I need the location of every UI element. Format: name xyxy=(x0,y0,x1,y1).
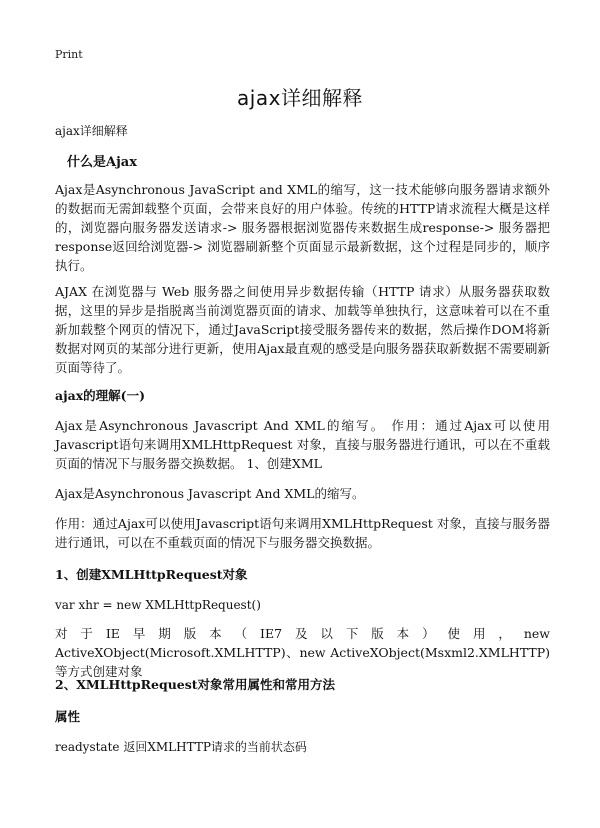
heading-what-is-ajax: 什么是Ajax xyxy=(67,155,137,170)
page-title: ajax详细解释 xyxy=(237,86,363,110)
heading-properties: 属性 xyxy=(55,709,81,724)
paragraph-ajax-summary: Ajax是Asynchronous Javascript And XML的缩写。 作用：通过Ajax可以使用Javascript语句来调用XMLHttpRequest 对象，直接与服务器进行通讯，可以在不重载页面的情况下与服务器交换数据。 1、创建XML xyxy=(55,418,550,471)
paragraph-intro: Ajax是Asynchronous JavaScript and XML的缩写，这一技术能够向服务器请求额外的数据而无需卸载整个页面，会带来良好的用户体验。传统的HTTP请求流程大概是这样的，浏览器向服务器发送请求-> 服务器根据浏览器传来数据生成response-> 服务器把response返回给浏览器-> 浏览器刷新整个页面显示最新数据，这个过程是同步的，顺序执行。 xyxy=(55,182,550,273)
code-line-new-xhr: var xhr = new XMLHttpRequest() xyxy=(55,598,261,612)
paragraph-ie-compat: 对于IE早期版本（IE7及以下版本）使用，new ActiveXObject(Microsoft.XMLHTTP)、new ActiveXObject(Msxml2.XMLHTTP) 等方式创建对象 xyxy=(55,626,550,679)
readystate-line: readystate 返回XMLHTTP请求的当前状态码 xyxy=(55,740,307,754)
document-subtitle: ajax详细解释 xyxy=(55,124,128,138)
heading-ajax-understanding: ajax的理解(一) xyxy=(55,388,146,403)
heading-create-xhr: 1、创建XMLHttpRequest对象 xyxy=(55,567,248,582)
paragraph-async: AJAX 在浏览器与 Web 服务器之间使用异步数据传输（HTTP 请求）从服务器获取数据，这里的异步是指脱离当前浏览器页面的请求、加载等单独执行，这意味着可以在不重新加载整个网页的情况下，通过JavaScript接受服务器传来的数据，然后操作DOM将新数据对网页的某部分进行更新，使用Ajax最直观的感受是向服务器获取新数据不需要刷新页面等待了。 xyxy=(55,284,550,375)
paragraph-ajax-definition: Ajax是Asynchronous Javascript And XML的缩写。 xyxy=(55,486,365,501)
heading-xhr-properties-methods: 2、XMLHttpRequest对象常用属性和常用方法 xyxy=(55,677,336,692)
print-label: Print xyxy=(55,48,83,61)
paragraph-ajax-purpose: 作用：通过Ajax可以使用Javascript语句来调用XMLHttpRequest 对象，直接与服务器进行通讯，可以在不重载页面的情况下与服务器交换数据。 xyxy=(55,516,550,550)
